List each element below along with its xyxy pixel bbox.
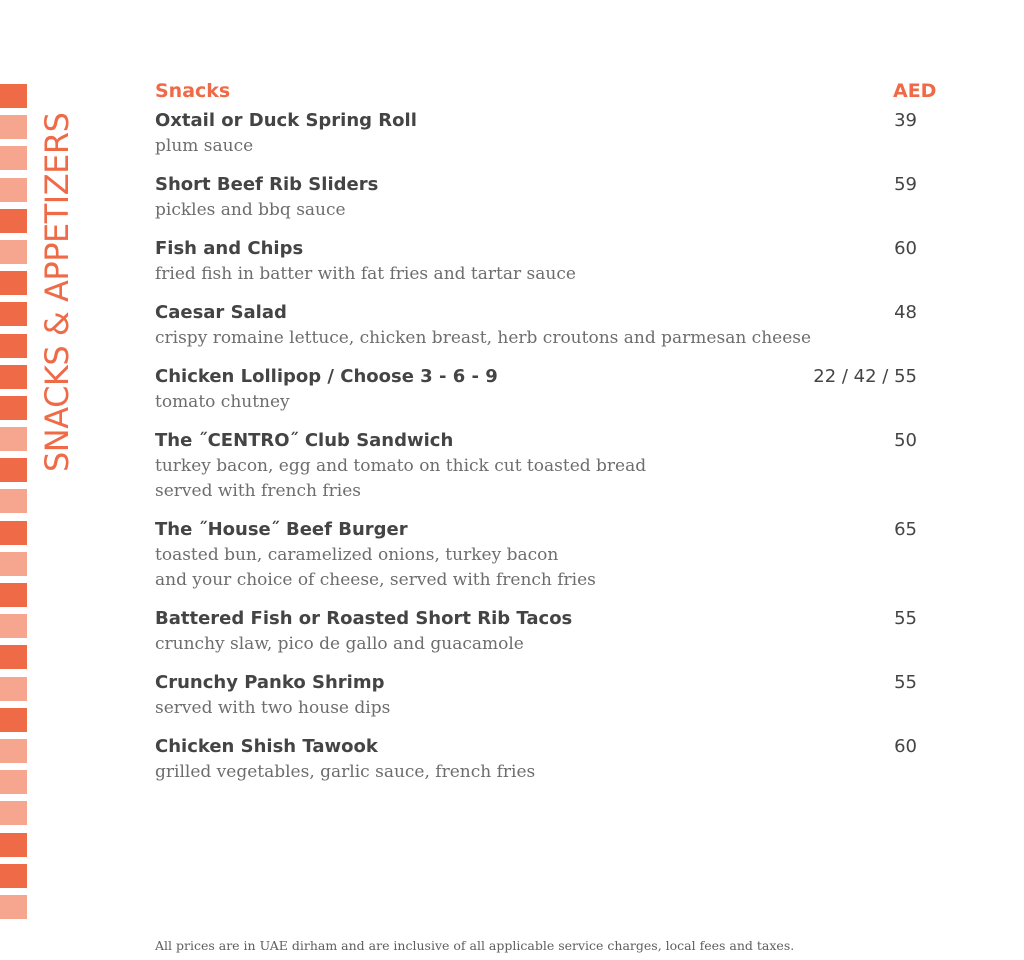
menu-items-list (155, 108, 935, 785)
stripe-block (0, 708, 27, 732)
menu-item (155, 364, 935, 415)
menu-item (155, 300, 935, 351)
menu-item-description: served with two house dips (155, 698, 391, 718)
menu-item-description: grilled vegetables, garlic sauce, french fries (155, 762, 536, 782)
menu-item (155, 517, 935, 593)
menu-item-price: 55 (894, 608, 917, 629)
stripe-block (0, 209, 27, 233)
stripe-block (0, 864, 27, 888)
menu-item-name: Chicken Shish Tawook (155, 736, 378, 757)
menu-item-name: Crunchy Panko Shrimp (155, 672, 385, 693)
menu-item-description: and your choice of cheese, served with french fries (155, 570, 596, 590)
stripe-block (0, 833, 27, 857)
vertical-title: SNACKS & APPETIZERS (38, 112, 76, 472)
menu-item-price: 48 (894, 302, 917, 323)
menu-item (155, 734, 935, 785)
menu-item (155, 606, 935, 657)
decorative-stripe (0, 84, 27, 934)
menu-item-name: Oxtail or Duck Spring Roll (155, 110, 417, 131)
menu-item-description: served with french fries (155, 481, 361, 501)
stripe-block (0, 84, 27, 108)
stripe-block (0, 801, 27, 825)
stripe-block (0, 302, 27, 326)
vertical-title-container (38, 80, 78, 480)
menu-item-price: 50 (894, 430, 917, 451)
menu-item-name: Fish and Chips (155, 238, 304, 259)
stripe-block (0, 583, 27, 607)
menu-item-description: turkey bacon, egg and tomato on thick cut toasted bread (155, 456, 647, 476)
menu-item (155, 172, 935, 223)
stripe-block (0, 677, 27, 701)
menu-item-name: The ˝CENTRO˝ Club Sandwich (155, 430, 454, 451)
stripe-block (0, 645, 27, 669)
stripe-block (0, 895, 27, 919)
stripe-block (0, 770, 27, 794)
menu-item-price: 59 (894, 174, 917, 195)
stripe-block (0, 115, 27, 139)
stripe-block (0, 614, 27, 638)
stripe-block (0, 334, 27, 358)
stripe-block (0, 396, 27, 420)
menu-item-name: Battered Fish or Roasted Short Rib Tacos (155, 608, 573, 629)
currency-label: AED (893, 80, 937, 102)
menu-item-description: pickles and bbq sauce (155, 200, 346, 220)
menu-item-price: 22 / 42 / 55 (813, 366, 917, 387)
menu-item-name: Chicken Lollipop / Choose 3 - 6 - 9 (155, 366, 498, 387)
menu-item-description: plum sauce (155, 136, 254, 156)
stripe-block (0, 458, 27, 482)
section-title: Snacks (155, 80, 231, 102)
stripe-block (0, 240, 27, 264)
price-footnote: All prices are in UAE dirham and are inclusive of all applicable service charges, local fees and taxes. (155, 938, 795, 953)
menu-item-description: toasted bun, caramelized onions, turkey bacon (155, 545, 559, 565)
stripe-block (0, 521, 27, 545)
menu-item-price: 60 (894, 238, 917, 259)
stripe-block (0, 146, 27, 170)
stripe-block (0, 739, 27, 763)
menu-item-description: fried fish in batter with fat fries and tartar sauce (155, 264, 576, 284)
menu-item-price: 39 (894, 110, 917, 131)
menu-header (155, 80, 935, 108)
stripe-block (0, 178, 27, 202)
menu-item-description: tomato chutney (155, 392, 290, 412)
menu-item-name: The ˝House˝ Beef Burger (155, 519, 408, 540)
menu-item-price: 65 (894, 519, 917, 540)
menu-section (155, 80, 935, 798)
stripe-block (0, 552, 27, 576)
menu-item (155, 108, 935, 159)
stripe-block (0, 427, 27, 451)
menu-item-description: crunchy slaw, pico de gallo and guacamole (155, 634, 524, 654)
menu-item-name: Caesar Salad (155, 302, 287, 323)
stripe-block (0, 365, 27, 389)
menu-item (155, 670, 935, 721)
menu-item (155, 428, 935, 504)
menu-item-name: Short Beef Rib Sliders (155, 174, 379, 195)
menu-item-price: 55 (894, 672, 917, 693)
menu-item-description: crispy romaine lettuce, chicken breast, herb croutons and parmesan cheese (155, 328, 812, 348)
menu-item-price: 60 (894, 736, 917, 757)
menu-item (155, 236, 935, 287)
stripe-block (0, 489, 27, 513)
stripe-block (0, 271, 27, 295)
